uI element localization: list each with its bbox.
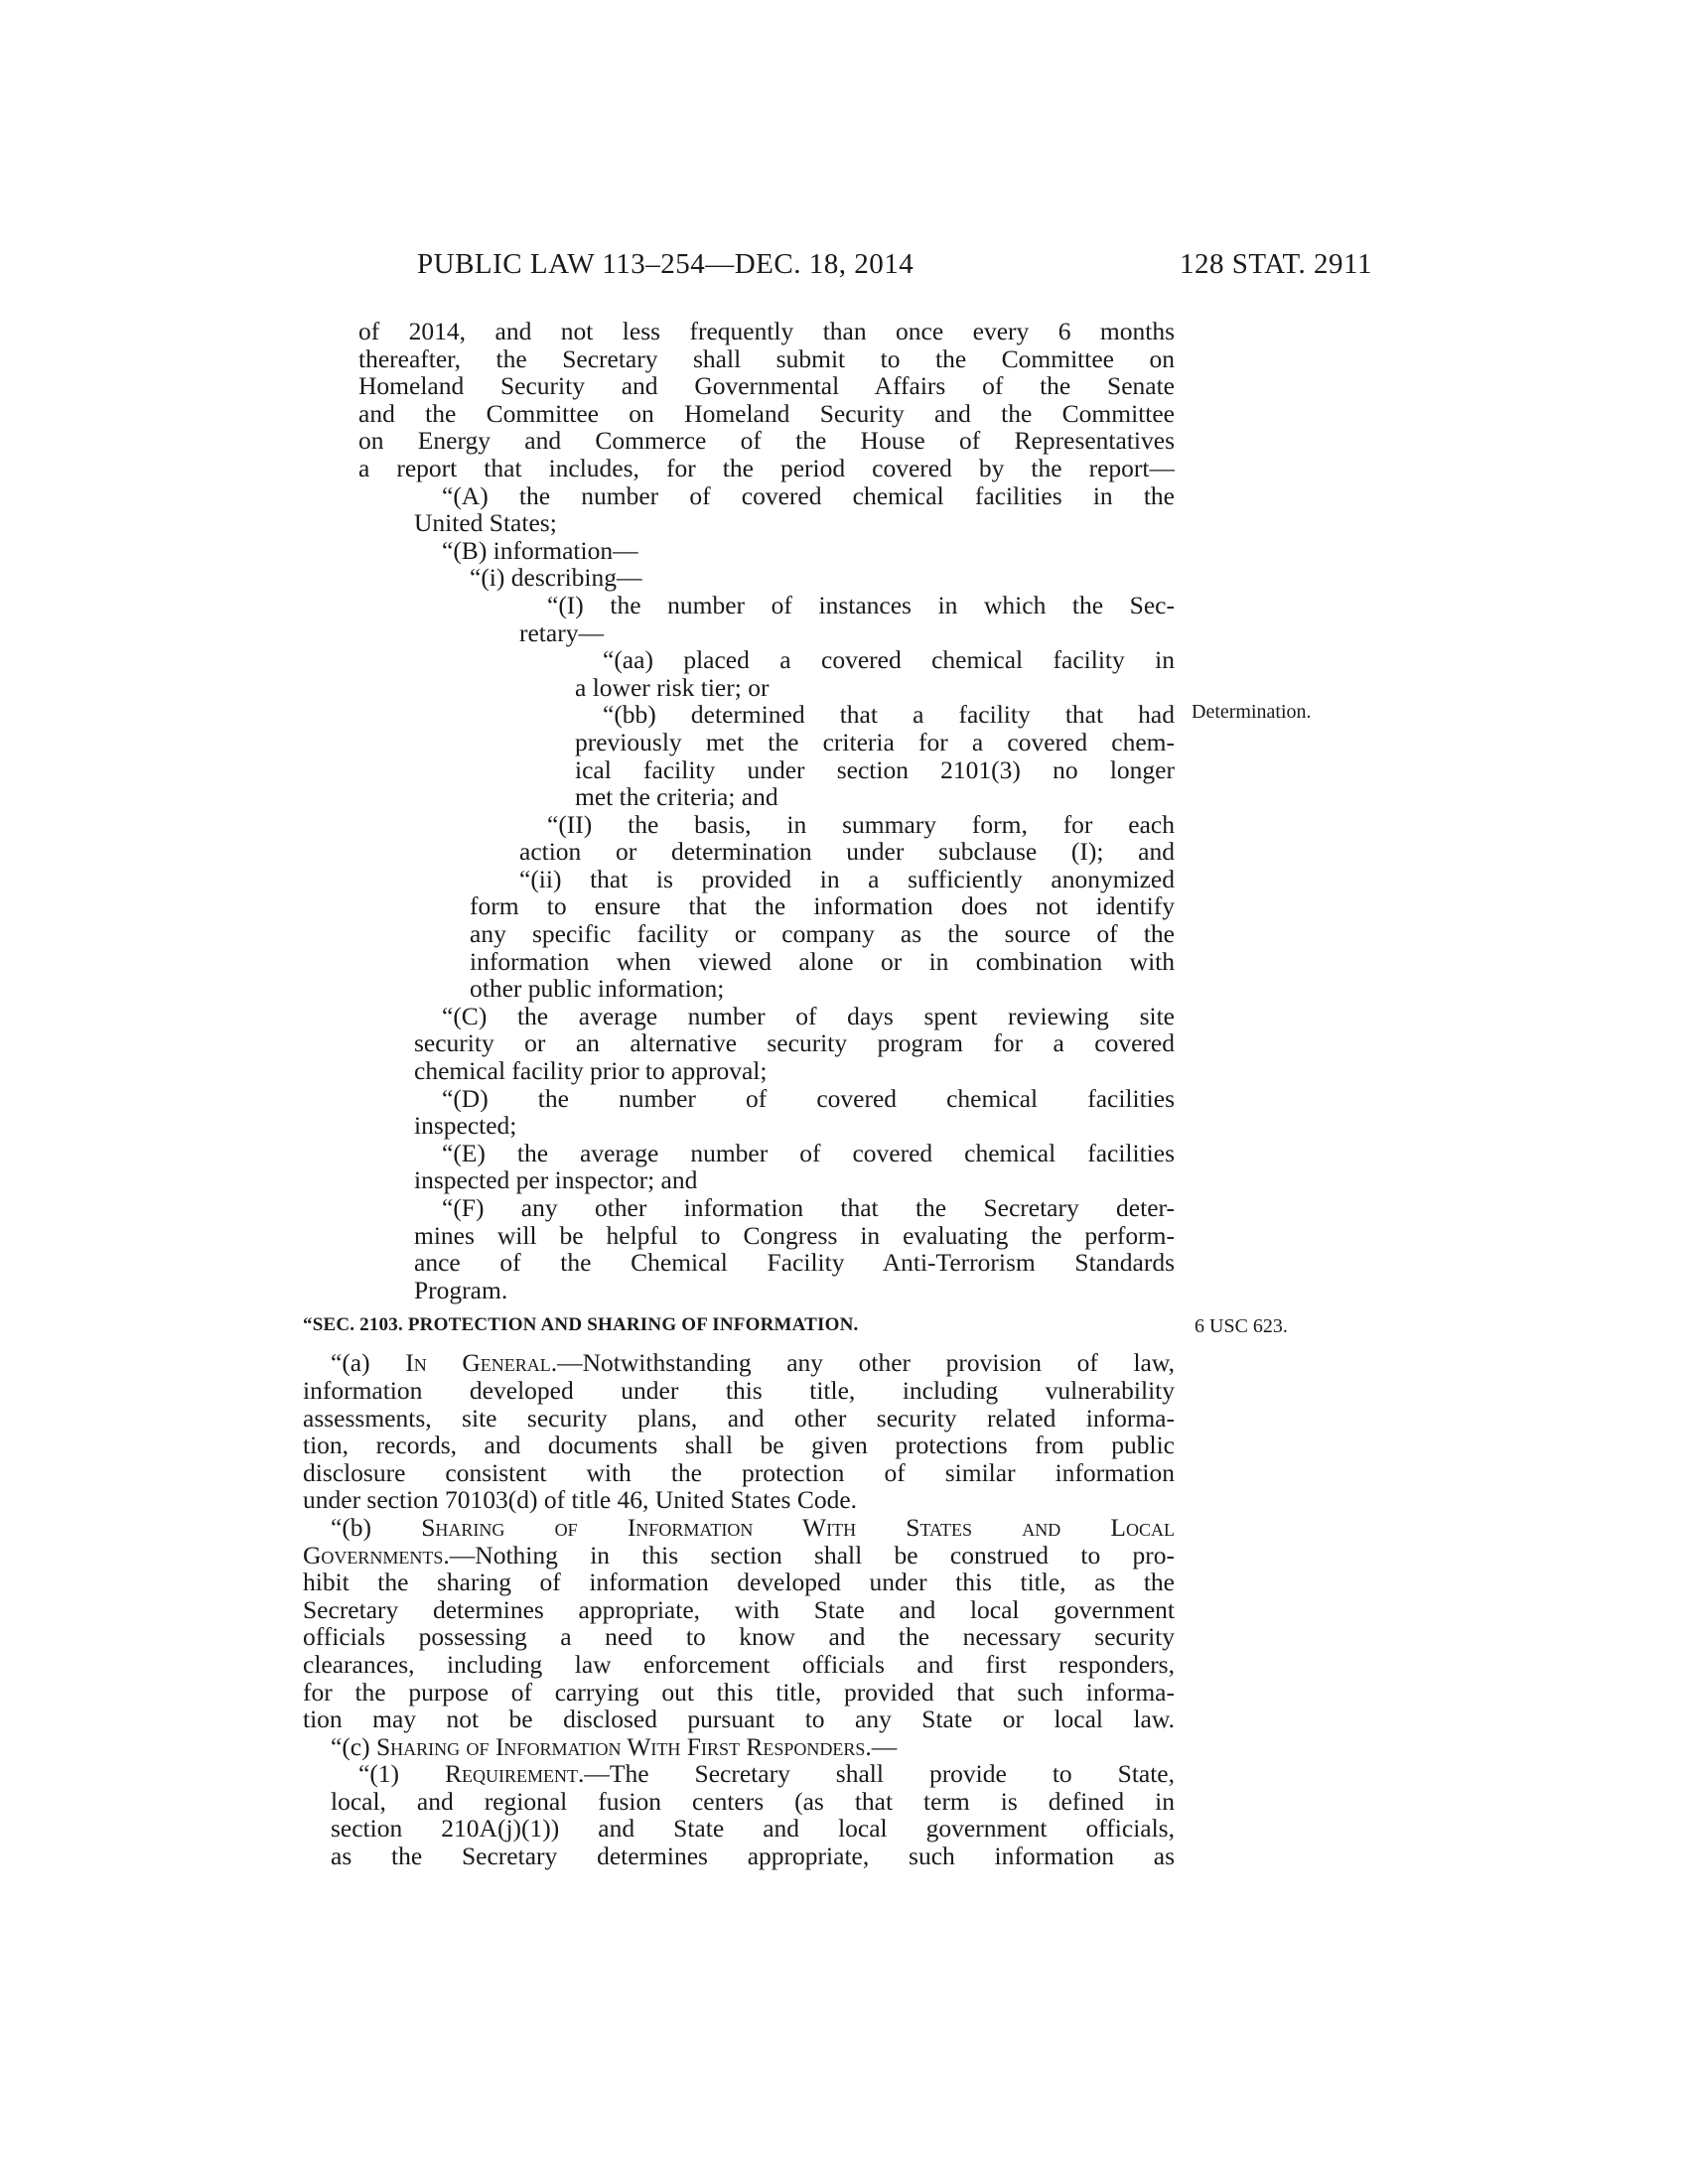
subsection-a-line: tion, records, and documents shall be given protections from public xyxy=(303,1431,1175,1460)
clause-ii-line: any specific facility or company as the source of the xyxy=(470,919,1175,949)
paragraph-e-line: inspected per inspector; and xyxy=(414,1165,698,1195)
subsection-b-line: officials possessing a need to know and the necessary security xyxy=(303,1622,1175,1652)
statute-page-number: 128 STAT. 2911 xyxy=(1180,248,1372,280)
text-line: and the Committee on Homeland Security and the Committee xyxy=(358,398,1175,428)
subsection-a-line: assessments, site security plans, and other security related informa- xyxy=(303,1403,1175,1433)
clause-i-line: “(i) describing— xyxy=(470,563,642,593)
subsection-a-line: under section 70103(d) of title 46, United States Code. xyxy=(303,1485,858,1515)
subsection-b-line: for the purpose of carrying out this title, provided that such informa- xyxy=(303,1677,1175,1706)
clause-ii-line: form to ensure that the information does not identify xyxy=(470,891,1175,921)
subsection-a-line: information developed under this title, including vulnerability xyxy=(303,1375,1175,1405)
statute-body xyxy=(303,317,1176,1871)
paragraph-c1-line: as the Secretary determines appropriate, such information as xyxy=(331,1842,1175,1871)
item-bb-line: previously met the criteria for a covered chem- xyxy=(575,727,1175,756)
paragraph-f-line: ance of the Chemical Facility Anti-Terrorism Standards xyxy=(414,1248,1175,1278)
paragraph-c-line: security or an alternative security program for a covered xyxy=(414,1028,1175,1058)
subclause-ii-line: “(II) the basis, in summary form, for each xyxy=(547,809,1175,839)
paragraph-c-line: “(C) the average number of days spent reviewing site xyxy=(442,1001,1175,1030)
subsection-a-line: “(a) In General.—Notwithstanding any other provision of law, xyxy=(331,1348,1175,1378)
item-aa-line: “(aa) placed a covered chemical facility in xyxy=(603,645,1175,675)
subsection-b-line: hibit the sharing of information developed under this title, as the xyxy=(303,1568,1175,1597)
subsection-b-line: Governments.—Nothing in this section shall be construed to pro- xyxy=(303,1540,1175,1570)
subsection-b-line: clearances, including law enforcement officials and first responders, xyxy=(303,1649,1175,1679)
paragraph-c1-heading: Requirement xyxy=(445,1759,579,1789)
clause-ii-line: “(ii) that is provided in a sufficiently anonymized xyxy=(519,864,1175,893)
text-line: on Energy and Commerce of the House of Representatives xyxy=(358,426,1175,456)
subsection-b-line: “(b) Sharing of Information With States and Local xyxy=(331,1512,1175,1542)
subsection-a-heading: In General xyxy=(405,1348,551,1378)
subclause-i-line: “(I) the number of instances in which the Sec- xyxy=(547,590,1175,619)
text-line: Homeland Security and Governmental Affairs of the Senate xyxy=(358,371,1175,401)
paragraph-e-line: “(E) the average number of covered chemical facilities xyxy=(442,1138,1175,1167)
paragraph-c1-line: local, and regional fusion centers (as that term is defined in xyxy=(331,1786,1175,1816)
paragraph-f-line: mines will be helpful to Congress in evaluating the perform- xyxy=(414,1220,1175,1250)
item-bb-line: “(bb) determined that a facility that had xyxy=(603,700,1175,730)
subsection-c-line: “(c) Sharing of Information With First Responders.— xyxy=(331,1731,898,1761)
margin-note-determination: Determination. xyxy=(1192,701,1312,723)
subsection-c-heading: Sharing of Information With First Responders xyxy=(376,1731,866,1761)
subsection-b-line: tion may not be disclosed pursuant to any State or local law. xyxy=(303,1705,1175,1734)
clause-ii-line: other public information; xyxy=(470,974,725,1004)
subsection-b-line: Secretary determines appropriate, with State and local government xyxy=(303,1594,1175,1624)
item-bb-line: ical facility under section 2101(3) no longer xyxy=(575,754,1175,784)
margin-note-usc: 6 USC 623. xyxy=(1195,1315,1288,1337)
subsection-a-line: disclosure consistent with the protection of similar information xyxy=(303,1457,1175,1487)
text-line: a report that includes, for the period covered by the report— xyxy=(358,453,1175,482)
paragraph-a-line: United States; xyxy=(414,508,557,538)
running-header xyxy=(417,248,1372,288)
subclause-ii-line: action or determination under subclause (I); and xyxy=(519,837,1175,867)
text-line: thereafter, the Secretary shall submit to the Committee on xyxy=(358,343,1175,373)
section-heading: “SEC. 2103. PROTECTION AND SHARING OF INFORMATION. xyxy=(303,1314,859,1336)
paragraph-d-line: “(D) the number of covered chemical facilities xyxy=(442,1083,1175,1113)
paragraph-c1-line: “(1) Requirement.—The Secretary shall provide to State, xyxy=(358,1759,1176,1789)
subclause-i-line: retary— xyxy=(519,617,604,647)
public-law-citation: PUBLIC LAW 113–254—DEC. 18, 2014 xyxy=(417,248,914,280)
item-bb-line: met the criteria; and xyxy=(575,782,778,812)
text-line: of 2014, and not less frequently than once every 6 months xyxy=(358,317,1175,345)
subsection-b-heading: Sharing of Information With States and Local xyxy=(421,1512,1175,1542)
paragraph-d-line: inspected; xyxy=(414,1111,517,1141)
item-aa-line: a lower risk tier; or xyxy=(575,672,770,702)
paragraph-b-line: “(B) information— xyxy=(442,535,638,565)
paragraph-f-line: Program. xyxy=(414,1275,508,1304)
clause-ii-line: information when viewed alone or in combination with xyxy=(470,946,1175,976)
paragraph-c-line: chemical facility prior to approval; xyxy=(414,1056,768,1086)
paragraph-a-line: “(A) the number of covered chemical facilities in the xyxy=(442,480,1175,510)
paragraph-f-line: “(F) any other information that the Secretary deter- xyxy=(442,1193,1175,1222)
paragraph-c1-line: section 210A(j)(1)) and State and local government officials, xyxy=(331,1814,1175,1843)
